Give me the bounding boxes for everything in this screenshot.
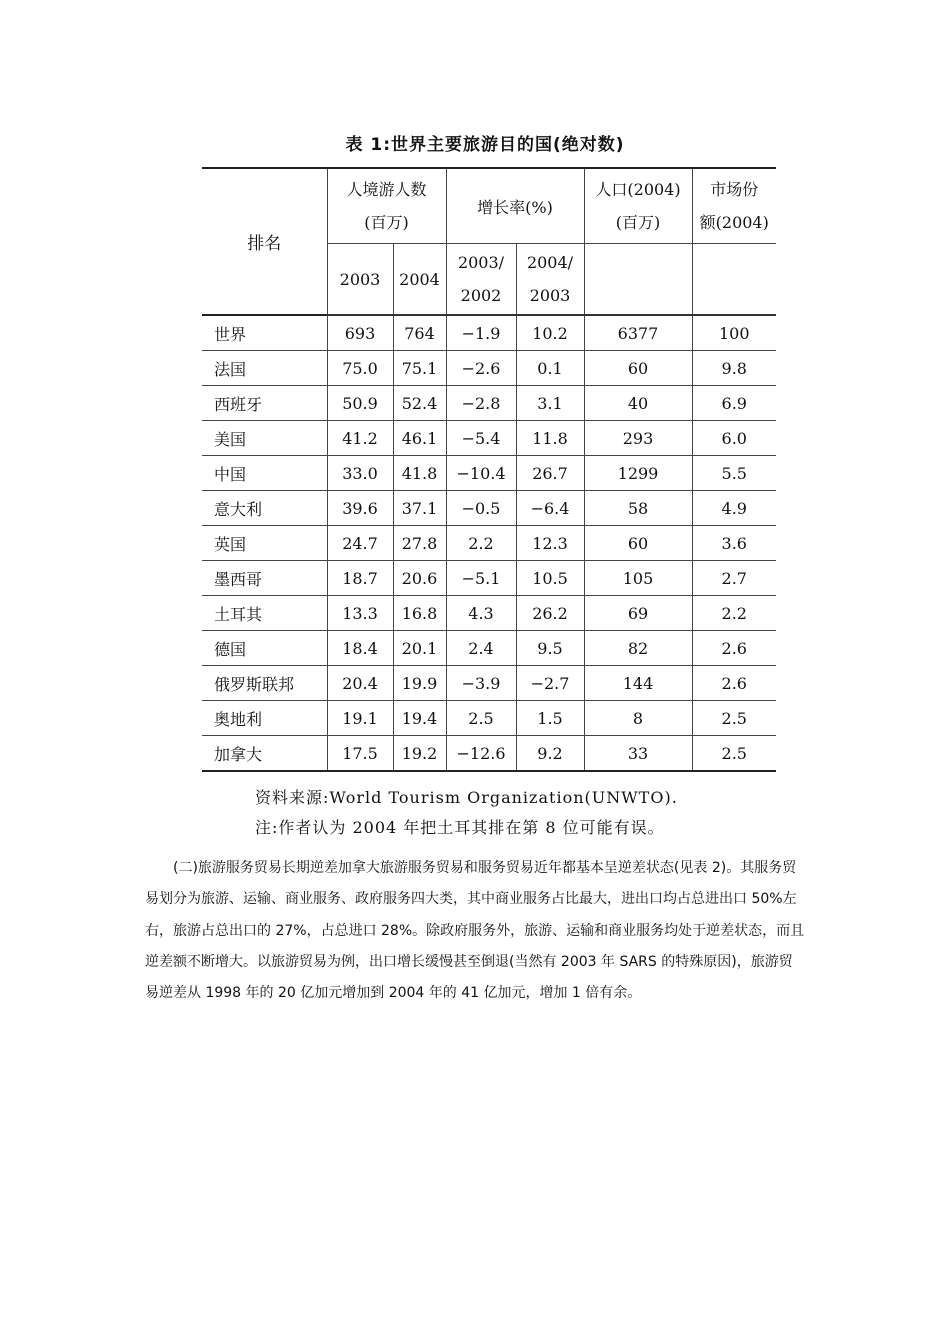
source-note: 资料来源:World Tourism Organization(UNWTO). bbox=[255, 788, 678, 807]
value-cell: 52.4 bbox=[393, 386, 446, 421]
value-cell: 75.1 bbox=[393, 351, 446, 386]
value-cell: 2.7 bbox=[692, 561, 776, 596]
value-cell: 5.5 bbox=[692, 456, 776, 491]
value-cell: 19.1 bbox=[327, 701, 393, 736]
value-cell: 50.9 bbox=[327, 386, 393, 421]
value-cell: 764 bbox=[393, 315, 446, 351]
value-cell: −6.4 bbox=[516, 491, 584, 526]
header-share-line2: 额(2004) bbox=[699, 213, 769, 232]
table-row bbox=[202, 736, 776, 772]
table-notes bbox=[255, 783, 678, 843]
value-cell: 19.2 bbox=[393, 736, 446, 772]
country-cell: 西班牙 bbox=[202, 386, 327, 421]
value-cell: −1.9 bbox=[446, 315, 516, 351]
value-cell: −2.8 bbox=[446, 386, 516, 421]
value-cell: 40 bbox=[584, 386, 692, 421]
country-cell: 美国 bbox=[202, 421, 327, 456]
value-cell: 8 bbox=[584, 701, 692, 736]
value-cell: −5.4 bbox=[446, 421, 516, 456]
value-cell: 1.5 bbox=[516, 701, 584, 736]
value-cell: 6377 bbox=[584, 315, 692, 351]
header-population-line1: 人口(2004) bbox=[595, 180, 681, 199]
value-cell: 3.6 bbox=[692, 526, 776, 561]
value-cell: 144 bbox=[584, 666, 692, 701]
value-cell: 100 bbox=[692, 315, 776, 351]
body-paragraph: (二)旅游服务贸易长期逆差加拿大旅游服务贸易和服务贸易近年都基本呈逆差状态(见表 2)。其服务贸易划分为旅游、运输、商业服务、政府服务四大类，其中商业服务占比最大，进出口均占总进出口 50%左右，旅游占总出口的 27%，占总进口 28%。除政府服务外，旅游、运输和商业服务均处于逆差状态，而且逆差额不断增大。以旅游贸易为例，出口增长缓慢甚至倒退(当然有 2003 年 SARS 的特殊原因)，旅游贸易逆差从 1998 年的 20 亿加元增加到 2004 年的 41 亿加元，增加 1 倍有余。 bbox=[145, 860, 805, 1002]
header-share-blank bbox=[692, 244, 776, 316]
value-cell: 2.4 bbox=[446, 631, 516, 666]
header-population-blank bbox=[584, 244, 692, 316]
value-cell: 41.2 bbox=[327, 421, 393, 456]
value-cell: 2.2 bbox=[692, 596, 776, 631]
table-row bbox=[202, 666, 776, 701]
value-cell: 2.2 bbox=[446, 526, 516, 561]
header-2003: 2003 bbox=[327, 244, 393, 316]
value-cell: 33.0 bbox=[327, 456, 393, 491]
header-g2-line1: 2004/ bbox=[526, 253, 574, 272]
value-cell: 82 bbox=[584, 631, 692, 666]
value-cell: 46.1 bbox=[393, 421, 446, 456]
value-cell: 9.8 bbox=[692, 351, 776, 386]
country-cell: 俄罗斯联邦 bbox=[202, 666, 327, 701]
value-cell: 2.5 bbox=[692, 736, 776, 772]
table-row bbox=[202, 491, 776, 526]
country-cell: 德国 bbox=[202, 631, 327, 666]
value-cell: 37.1 bbox=[393, 491, 446, 526]
header-arrivals-line2: (百万) bbox=[364, 213, 409, 232]
value-cell: 293 bbox=[584, 421, 692, 456]
table-row bbox=[202, 351, 776, 386]
header-population bbox=[584, 168, 692, 244]
table-row bbox=[202, 526, 776, 561]
value-cell: 12.3 bbox=[516, 526, 584, 561]
value-cell: 2.5 bbox=[692, 701, 776, 736]
value-cell: 2.6 bbox=[692, 631, 776, 666]
header-2004: 2004 bbox=[393, 244, 446, 316]
value-cell: −2.7 bbox=[516, 666, 584, 701]
header-g1-line2: 2002 bbox=[460, 286, 502, 305]
value-cell: 1299 bbox=[584, 456, 692, 491]
tourism-table bbox=[202, 167, 776, 772]
author-note: 注:作者认为 2004 年把土耳其排在第 8 位可能有误。 bbox=[255, 818, 665, 837]
value-cell: 10.5 bbox=[516, 561, 584, 596]
value-cell: −12.6 bbox=[446, 736, 516, 772]
value-cell: 24.7 bbox=[327, 526, 393, 561]
table-row bbox=[202, 456, 776, 491]
country-cell: 加拿大 bbox=[202, 736, 327, 772]
value-cell: −5.1 bbox=[446, 561, 516, 596]
country-cell: 世界 bbox=[202, 315, 327, 351]
country-cell: 墨西哥 bbox=[202, 561, 327, 596]
country-cell: 奥地利 bbox=[202, 701, 327, 736]
table-row bbox=[202, 561, 776, 596]
value-cell: 105 bbox=[584, 561, 692, 596]
value-cell: 20.6 bbox=[393, 561, 446, 596]
value-cell: −3.9 bbox=[446, 666, 516, 701]
value-cell: 18.4 bbox=[327, 631, 393, 666]
value-cell: 0.1 bbox=[516, 351, 584, 386]
value-cell: 693 bbox=[327, 315, 393, 351]
country-cell: 意大利 bbox=[202, 491, 327, 526]
table-row bbox=[202, 631, 776, 666]
value-cell: 60 bbox=[584, 351, 692, 386]
value-cell: 60 bbox=[584, 526, 692, 561]
header-growth: 增长率(%) bbox=[446, 168, 584, 244]
header-g1-line1: 2003/ bbox=[457, 253, 505, 272]
table-row bbox=[202, 421, 776, 456]
value-cell: 26.2 bbox=[516, 596, 584, 631]
value-cell: 3.1 bbox=[516, 386, 584, 421]
value-cell: 27.8 bbox=[393, 526, 446, 561]
value-cell: 2.5 bbox=[446, 701, 516, 736]
value-cell: 16.8 bbox=[393, 596, 446, 631]
value-cell: 4.9 bbox=[692, 491, 776, 526]
header-arrivals-line1: 人境游人数 bbox=[346, 180, 427, 199]
value-cell: 58 bbox=[584, 491, 692, 526]
value-cell: 6.9 bbox=[692, 386, 776, 421]
value-cell: 39.6 bbox=[327, 491, 393, 526]
country-cell: 中国 bbox=[202, 456, 327, 491]
table-row bbox=[202, 315, 776, 351]
value-cell: 26.7 bbox=[516, 456, 584, 491]
country-cell: 英国 bbox=[202, 526, 327, 561]
value-cell: 69 bbox=[584, 596, 692, 631]
header-growth-2003-2002 bbox=[446, 244, 516, 316]
header-growth-2004-2003 bbox=[516, 244, 584, 316]
table-title: 表 1:世界主要旅游目的国(绝对数) bbox=[345, 135, 625, 155]
value-cell: 13.3 bbox=[327, 596, 393, 631]
header-g2-line2: 2003 bbox=[529, 286, 571, 305]
value-cell: 4.3 bbox=[446, 596, 516, 631]
value-cell: 19.9 bbox=[393, 666, 446, 701]
value-cell: 2.6 bbox=[692, 666, 776, 701]
value-cell: 75.0 bbox=[327, 351, 393, 386]
value-cell: 10.2 bbox=[516, 315, 584, 351]
value-cell: −2.6 bbox=[446, 351, 516, 386]
value-cell: −0.5 bbox=[446, 491, 516, 526]
value-cell: 9.2 bbox=[516, 736, 584, 772]
value-cell: 11.8 bbox=[516, 421, 584, 456]
table-row bbox=[202, 701, 776, 736]
value-cell: 19.4 bbox=[393, 701, 446, 736]
value-cell: −10.4 bbox=[446, 456, 516, 491]
value-cell: 9.5 bbox=[516, 631, 584, 666]
value-cell: 33 bbox=[584, 736, 692, 772]
country-cell: 土耳其 bbox=[202, 596, 327, 631]
value-cell: 20.1 bbox=[393, 631, 446, 666]
header-arrivals bbox=[327, 168, 446, 244]
header-rank: 排名 bbox=[202, 168, 327, 315]
value-cell: 17.5 bbox=[327, 736, 393, 772]
header-share bbox=[692, 168, 776, 244]
table-row bbox=[202, 386, 776, 421]
header-population-line2: (百万) bbox=[615, 213, 661, 232]
header-share-line1: 市场份 bbox=[710, 180, 759, 199]
value-cell: 20.4 bbox=[327, 666, 393, 701]
country-cell: 法国 bbox=[202, 351, 327, 386]
value-cell: 41.8 bbox=[393, 456, 446, 491]
table-row bbox=[202, 596, 776, 631]
value-cell: 18.7 bbox=[327, 561, 393, 596]
value-cell: 6.0 bbox=[692, 421, 776, 456]
